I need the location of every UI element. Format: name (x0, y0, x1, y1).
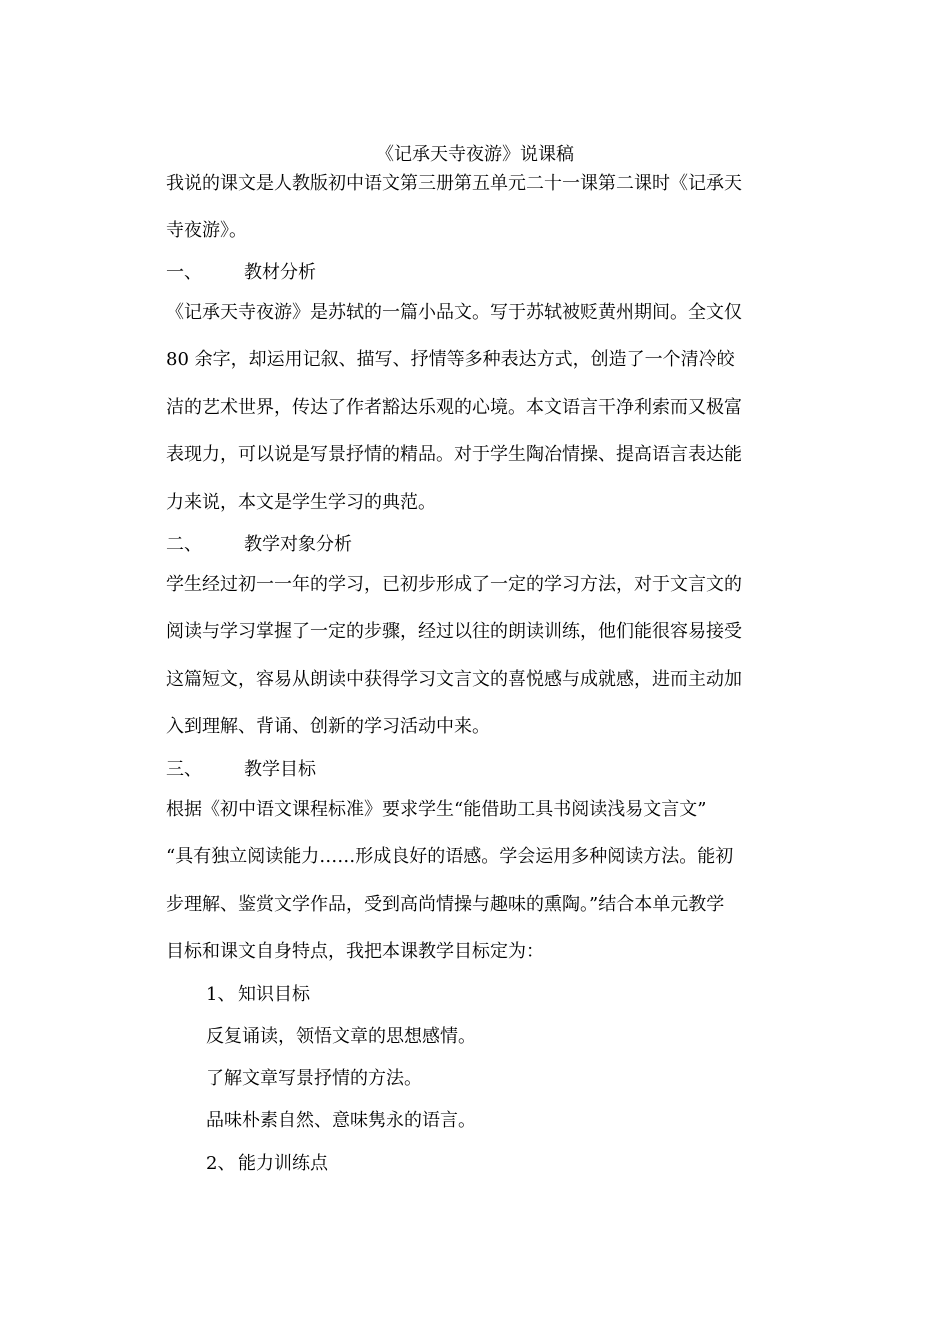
document-title: 《记承天寺夜游》说课稿 (376, 144, 574, 165)
section-2-line-2: 阅读与学习掌握了一定的步骤，经过以往的朗读训练，他们能很容易接受 (166, 621, 742, 642)
section-2-title: 教学对象分析 (244, 534, 352, 555)
subsection-1-number: 1、 (206, 984, 236, 1005)
subsection-1-item-2: 了解文章写景抒情的方法。 (206, 1068, 422, 1089)
section-1-line-5: 力来说，本文是学生学习的典范。 (166, 492, 436, 513)
section-1-line-4: 表现力，可以说是写景抒情的精品。对于学生陶冶情操、提高语言表达能 (166, 444, 742, 465)
section-3-title: 教学目标 (244, 759, 316, 780)
section-1-title: 教材分析 (244, 262, 316, 283)
section-2-line-3: 这篇短文，容易从朗读中获得学习文言文的喜悦感与成就感，进而主动加 (166, 669, 742, 690)
section-3-line-1: 根据《初中语文课程标准》要求学生“能借助工具书阅读浅易文言文” (166, 799, 707, 820)
subsection-1-item-3: 品味朴素自然、意味隽永的语言。 (206, 1110, 476, 1131)
section-1-number: 一、 (166, 262, 202, 283)
subsection-2-heading (206, 1152, 328, 1176)
section-1-line-3: 洁的艺术世界，传达了作者豁达乐观的心境。本文语言干净利索而又极富 (166, 397, 742, 418)
section-3-heading (166, 758, 316, 782)
subsection-1-item-1: 反复诵读，领悟文章的思想感情。 (206, 1026, 476, 1047)
section-2-number: 二、 (166, 534, 202, 555)
subsection-1-heading (206, 983, 310, 1007)
section-3-line-3: 步理解、鉴赏文学作品，受到高尚情操与趣味的熏陶。”结合本单元教学 (166, 894, 725, 915)
section-2-line-1: 学生经过初一一年的学习，已初步形成了一定的学习方法，对于文言文的 (166, 574, 742, 595)
section-2-line-4: 入到理解、背诵、创新的学习活动中来。 (166, 716, 490, 737)
section-3-number: 三、 (166, 759, 202, 780)
subsection-1-title: 知识目标 (238, 984, 310, 1005)
intro-line-1: 我说的课文是人教版初中语文第三册第五单元二十一课第二课时《记承天 (166, 173, 742, 194)
subsection-2-number: 2、 (206, 1153, 236, 1174)
section-3-line-2: “具有独立阅读能力……形成良好的语感。学会运用多种阅读方法。能初 (166, 846, 734, 867)
section-1-line-1: 《记承天寺夜游》是苏轼的一篇小品文。写于苏轼被贬黄州期间。全文仅 (166, 302, 742, 323)
section-3-line-4: 目标和课文自身特点，我把本课教学目标定为： (166, 941, 544, 962)
section-1-heading (166, 261, 316, 285)
section-2-heading (166, 533, 352, 557)
intro-line-2: 寺夜游》。 (166, 220, 247, 241)
subsection-2-title: 能力训练点 (238, 1153, 328, 1174)
section-1-line-2: 80 余字，却运用记叙、描写、抒情等多种表达方式，创造了一个清冷皎 (166, 349, 735, 370)
